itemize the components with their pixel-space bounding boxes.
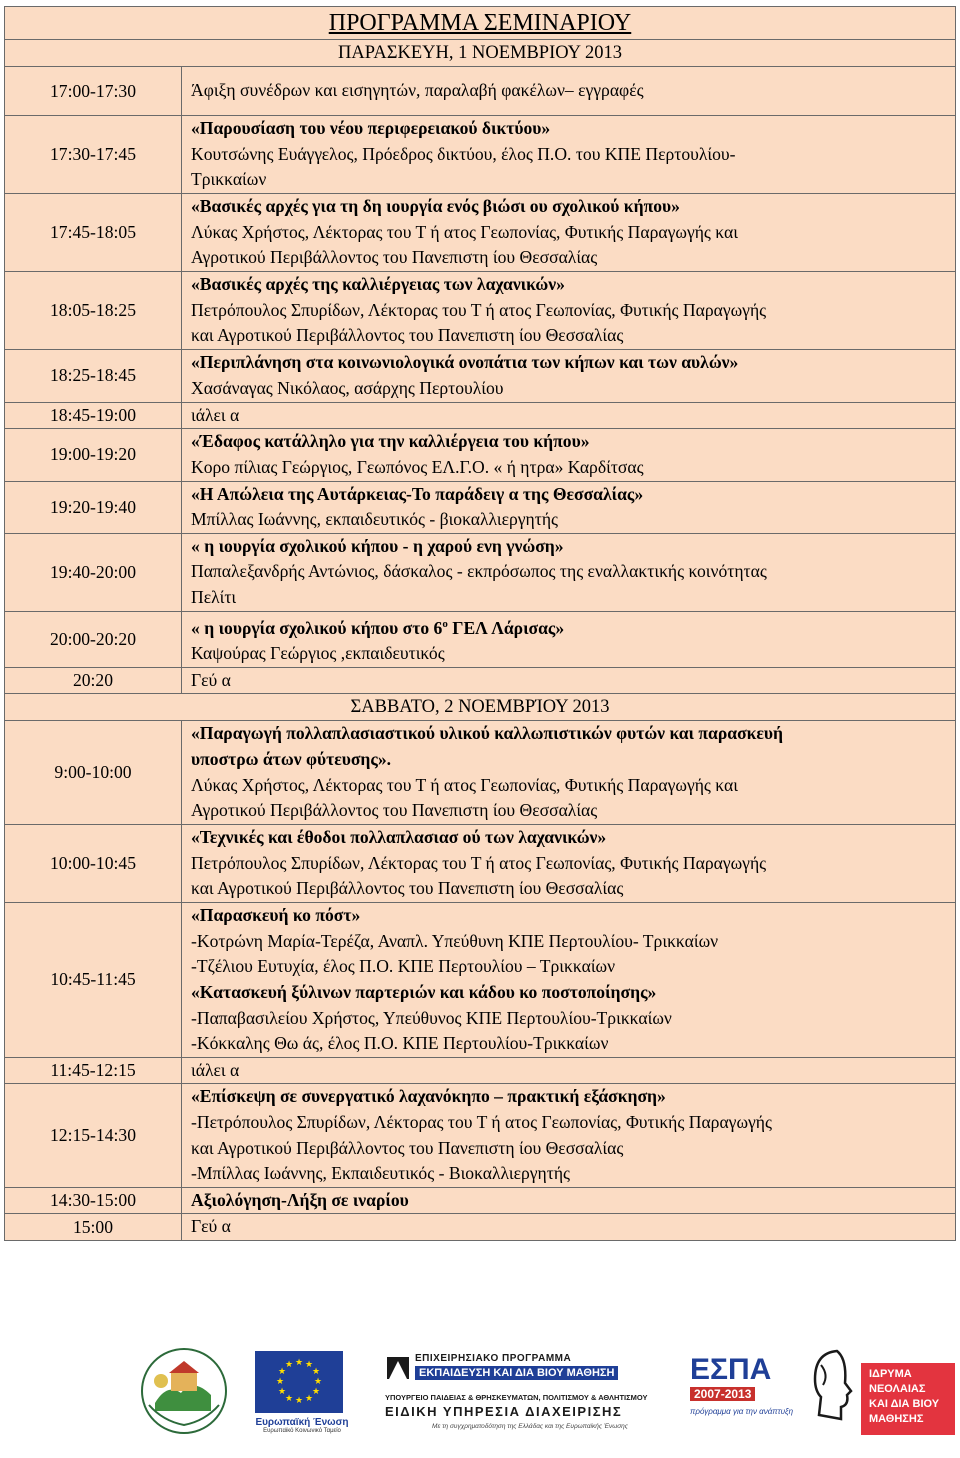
day-header-friday xyxy=(5,40,956,67)
description-cell xyxy=(182,402,956,429)
eu-subtitle: Ευρωπαϊκό Κοινωνικό Ταμείο xyxy=(263,1428,341,1434)
day-label: ΠΑΡΑΣΚΕΥΗ, 1 ΝΟΕΜΒΡΙΟΥ 2013 xyxy=(338,43,622,63)
session-title: «Βασικές αρχές της καλλιέργειας των λαχανικών» xyxy=(191,274,565,294)
sponsor-logos xyxy=(135,1345,955,1435)
line: Αγροτικού Περιβάλλοντος του Πανεπιστη ίου Θεσσαλίας xyxy=(191,247,598,268)
line: και Αγροτικού Περιβάλλοντος του Πανεπιστη ίου Θεσσαλίας xyxy=(191,1137,624,1158)
schedule-row xyxy=(5,721,956,825)
line: -Μπίλλας Ιωάννης, Εκπαιδευτικός - Βιοκαλλιεργητής xyxy=(191,1163,570,1184)
inedivim-line-3: ΚΑΙ ΔΙΑ ΒΙΟΥ xyxy=(869,1398,940,1410)
session-title: «Παρασκευή κο πόστ» xyxy=(191,905,361,926)
svg-text:★: ★ xyxy=(313,1377,323,1387)
time-cell: 19:40-20:00 xyxy=(5,533,182,611)
description-cell xyxy=(182,1084,956,1187)
time-cell: 11:45-12:15 xyxy=(5,1057,182,1084)
session-title: «Βασικές αρχές για τη δη ιουργία ενός βιώσι ου σχολικού κήπου» xyxy=(191,196,680,217)
time-cell: 20:20 xyxy=(5,667,182,694)
day-label: ΣΑΒΒΑΤΟ, 2 ΝΟΕΜΒΡΊΟΥ 2013 xyxy=(350,697,610,718)
inedivim-logo xyxy=(861,1363,955,1435)
schedule-row xyxy=(5,481,956,533)
session-title: «Έδαφος κατάλληλο για την καλλιέργεια του κήπου» xyxy=(191,431,590,452)
schedule-row xyxy=(5,1084,956,1187)
head-profile-icon xyxy=(807,1345,853,1425)
title-text-end: ΓΕΛ Λάρισας» xyxy=(447,617,565,638)
svg-text:★: ★ xyxy=(294,1396,304,1406)
description-cell xyxy=(182,116,956,194)
session-title xyxy=(191,612,949,641)
program-table xyxy=(4,6,956,1241)
schedule-row xyxy=(5,194,956,272)
time-cell: 18:45-19:00 xyxy=(5,402,182,429)
schedule-row xyxy=(5,1214,956,1241)
description-cell xyxy=(182,194,956,272)
op-title-1: ΕΠΙΧΕΙΡΗΣΙΑΚΟ ΠΡΟΓΡΑΜΜΑ xyxy=(415,1353,572,1364)
session-title: «Κατασκευή ξύλινων παρτεριών και κάδου κο ποστοποίησης» xyxy=(191,981,657,1002)
line: Γεύ α xyxy=(191,1216,231,1237)
time-cell: 10:45-11:45 xyxy=(5,903,182,1058)
inedivim-line-1: ΙΔΡΥΜΑ xyxy=(869,1368,912,1380)
op-motto: Με τη συγχρηματοδότηση της Ελλάδας και της Ευρωπαϊκής Ένωσης xyxy=(432,1423,628,1430)
schedule-row xyxy=(5,429,956,481)
description-cell xyxy=(182,272,956,350)
line: Παπαλεξανδρής Αντώνιος, δάσκαλος - εκπρόσωπος της εναλλακτικής κοινότητας xyxy=(191,561,767,582)
session-title: «Τεχνικές και έθοδοι πολλαπλασιασ ού των λαχανικών» xyxy=(191,827,607,848)
schedule-row xyxy=(5,349,956,402)
espa-logo xyxy=(690,1355,800,1416)
line: ιάλει α xyxy=(191,1059,240,1080)
time-cell: 15:00 xyxy=(5,1214,182,1241)
description-cell xyxy=(182,349,956,402)
line: Αξιολόγηση-Λήξη σε ιναρίου xyxy=(191,1189,409,1210)
session-title: «Παρουσίαση του νέου περιφερειακού δικτύου» xyxy=(191,118,551,139)
svg-text:★: ★ xyxy=(277,1387,287,1397)
line: Τρικκαίων xyxy=(191,169,267,190)
svg-text:★: ★ xyxy=(304,1360,314,1370)
line: Πετρόπουλος Σπυρίδων, Λέκτορας του Τ ή ατος Γεωπονίας, Φυτικής Παραγωγής xyxy=(191,299,767,320)
line: Άφιξη συνέδρων και εισηγητών, παραλαβή φακέλων– εγγραφές xyxy=(191,80,644,101)
description-cell xyxy=(182,611,956,667)
description-cell xyxy=(182,667,956,694)
session-title: « η ιουργία σχολικού κήπου - η χαρού ενη γνώση» xyxy=(191,535,564,556)
line: Χασάναγας Νικόλαος, ασάρχης Περτουλίου xyxy=(191,377,504,398)
schedule-row xyxy=(5,825,956,903)
description-cell xyxy=(182,481,956,533)
superscript: ο xyxy=(442,617,448,630)
op-emblem-icon xyxy=(385,1353,411,1383)
description-cell xyxy=(182,825,956,903)
svg-text:★: ★ xyxy=(294,1358,304,1368)
svg-text:★: ★ xyxy=(284,1360,294,1370)
page-title-cell xyxy=(5,7,956,40)
description-cell xyxy=(182,903,956,1058)
description-cell xyxy=(182,721,956,825)
svg-text:★: ★ xyxy=(311,1387,321,1397)
line: Πετρόπουλος Σπυρίδων, Λέκτορας του Τ ή ατος Γεωπονίας, Φυτικής Παραγωγής xyxy=(191,852,767,873)
line: και Αγροτικού Περιβάλλοντος του Πανεπιστη ίου Θεσσαλίας xyxy=(191,878,624,899)
description-cell xyxy=(182,1187,956,1214)
time-cell: 9:00-10:00 xyxy=(5,721,182,825)
op-logo xyxy=(385,1353,675,1430)
session-title: «Η Απώλεια της Αυτάρκειας-Το παράδειγ α της Θεσσαλίας» xyxy=(191,483,644,504)
line: Λύκας Χρήστος, Λέκτορας του Τ ή ατος Γεωπονίας, Φυτικής Παραγωγής και xyxy=(191,774,738,795)
time-cell: 20:00-20:20 xyxy=(5,611,182,667)
description-cell xyxy=(182,533,956,611)
line: Λύκας Χρήστος, Λέκτορας του Τ ή ατος Γεωπονίας, Φυτικής Παραγωγής και xyxy=(191,221,738,242)
time-cell: 14:30-15:00 xyxy=(5,1187,182,1214)
eu-name: Ευρωπαϊκή Ένωση xyxy=(255,1417,349,1428)
title-text: « η ιουργία σχολικού κήπου στο 6 xyxy=(191,617,443,638)
schedule-row xyxy=(5,533,956,611)
espa-years: 2007-2013 xyxy=(690,1387,755,1401)
line: Καψούρας Γεώργιος ,εκπαιδευτικός xyxy=(191,642,445,663)
op-title-2: ΕΚΠΑΙΔΕΥΣΗ ΚΑΙ ΔΙΑ ΒΙΟΥ ΜΑΘΗΣΗ xyxy=(415,1366,618,1380)
description-cell xyxy=(182,1214,956,1241)
time-cell: 18:05-18:25 xyxy=(5,272,182,350)
line: Κουτσώνης Ευάγγελος, Πρόεδρος δικτύου, έλος Π.Ο. του ΚΠΕ Περτουλίου- xyxy=(191,143,736,164)
schedule-row xyxy=(5,67,956,116)
op-agency: ΕΙΔΙΚΗ ΥΠΗΡΕΣΙΑ ΔΙΑΧΕΙΡΙΣΗΣ xyxy=(385,1404,623,1419)
svg-text:★: ★ xyxy=(284,1394,294,1404)
description-cell xyxy=(182,429,956,481)
line: Γεύ α xyxy=(191,669,231,690)
session-title: υποστρω άτων φύτευσης». xyxy=(191,749,392,770)
eu-flag-icon xyxy=(255,1351,343,1413)
svg-text:★: ★ xyxy=(304,1394,314,1404)
espa-subtitle: πρόγραμμα για την ανάπτυξη xyxy=(690,1407,794,1416)
svg-text:★: ★ xyxy=(311,1367,321,1377)
line: -Κόκκαλης Θω άς, έλος Π.Ο. ΚΠΕ Περτουλίου-Τρικκαίων xyxy=(191,1033,609,1054)
schedule-row xyxy=(5,667,956,694)
line: -Τζέλιου Ευτυχία, έλος Π.Ο. ΚΠΕ Περτουλίου – Τρικκαίων xyxy=(191,956,616,977)
session-title: «Παραγωγή πολλαπλασιαστικού υλικού καλλωπιστικών φυτών και παρασκευή xyxy=(191,723,784,744)
time-cell: 17:45-18:05 xyxy=(5,194,182,272)
op-ministry: ΥΠΟΥΡΓΕΙΟ ΠΑΙΔΕΙΑΣ & ΘΡΗΣΚΕΥΜΑΤΩΝ, ΠΟΛΙΤΙΣΜΟΥ & ΑΘΛΗΤΙΣΜΟΥ xyxy=(385,1393,648,1402)
page-title: ΠΡΟΓΡΑΜΜΑ ΣΕΜΙΝΑΡΙΟΥ xyxy=(328,10,632,36)
espa-name: ΕΣΠΑ xyxy=(690,1353,772,1386)
line: -Κοτρώνη Μαρία-Τερέζα, Αναπλ. Υπεύθυνη ΚΠΕ Περτουλίου- Τρικκαίων xyxy=(191,930,719,951)
inedivim-line-2: ΝΕΟΛΑΙΑΣ xyxy=(869,1383,926,1395)
inedivim-line-4: ΜΑΘΗΣΗΣ xyxy=(869,1413,924,1425)
line: Μπίλλας Ιωάννης, εκπαιδευτικός - βιοκαλλιεργητής xyxy=(191,509,558,530)
line: Πελίτι xyxy=(191,586,237,607)
time-cell: 12:15-14:30 xyxy=(5,1084,182,1187)
svg-text:★: ★ xyxy=(277,1367,287,1377)
time-cell: 17:00-17:30 xyxy=(5,67,182,116)
description-cell xyxy=(182,67,956,116)
svg-text:★: ★ xyxy=(275,1377,285,1387)
line: -Πετρόπουλος Σπυρίδων, Λέκτορας του Τ ή ατος Γεωπονίας, Φυτικής Παραγωγής xyxy=(191,1111,772,1132)
time-cell: 19:20-19:40 xyxy=(5,481,182,533)
time-cell: 10:00-10:45 xyxy=(5,825,182,903)
schedule-row xyxy=(5,611,956,667)
schedule-row xyxy=(5,1057,956,1084)
session-title: «Περιπλάνηση στα κοινωνιολογικά ονοπάτια των κήπων και των αυλών» xyxy=(191,352,739,373)
day-header-saturday xyxy=(5,694,956,721)
line: -Παπαβασιλείου Χρήστος, Υπεύθυνος ΚΠΕ Περτουλίου-Τρικκαίων xyxy=(191,1007,672,1028)
description-cell xyxy=(182,1057,956,1084)
session-title: «Επίσκεψη σε συνεργατικό λαχανόκηπο – πρακτική εξάσκηση» xyxy=(191,1086,666,1107)
schedule-row xyxy=(5,116,956,194)
time-cell: 18:25-18:45 xyxy=(5,349,182,402)
schedule-row xyxy=(5,272,956,350)
eu-caption xyxy=(247,1417,357,1434)
time-cell: 19:00-19:20 xyxy=(5,429,182,481)
time-cell: 17:30-17:45 xyxy=(5,116,182,194)
schedule-row xyxy=(5,1187,956,1214)
line: Κορο πίλιας Γεώργιος, Γεωπόνος ΕΛ.Γ.Ο. « ή ητρα» Καρδίτσας xyxy=(191,456,644,477)
line: και Αγροτικού Περιβάλλοντος του Πανεπιστη ίου Θεσσαλίας xyxy=(191,325,624,346)
schedule-row xyxy=(5,903,956,1058)
schedule-row xyxy=(5,402,956,429)
line: Αγροτικού Περιβάλλοντος του Πανεπιστη ίου Θεσσαλίας xyxy=(191,800,598,821)
line: ιάλει α xyxy=(191,404,240,425)
kpe-logo xyxy=(135,1345,233,1437)
